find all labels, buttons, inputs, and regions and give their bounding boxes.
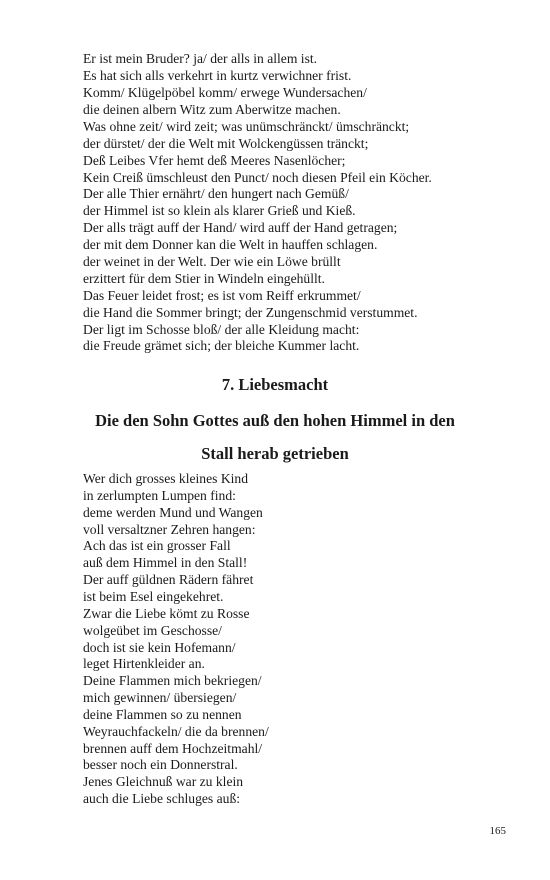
verse-line: der mit dem Donner kan die Welt in hauffen schlagen. xyxy=(83,237,378,252)
section-subtitle-line-1: Die den Sohn Gottes auß den hohen Himmel in den xyxy=(95,411,455,430)
verse-line: Komm/ Klügelpöbel komm/ erwege Wundersachen/ xyxy=(83,85,367,100)
verse-line: auch die Liebe schluges auß: xyxy=(83,791,241,806)
verse-line: der Himmel ist so klein als klarer Grieß und Kieß. xyxy=(83,203,356,218)
verse-line: deme werden Mund und Wangen xyxy=(83,505,263,520)
verse-line: Ach das ist ein grosser Fall xyxy=(83,538,231,553)
verse-line: Es hat sich alls verkehrt in kurtz verwichner frist. xyxy=(83,68,352,83)
page-number: 165 xyxy=(489,825,506,837)
verse-line: ist beim Esel eingekehret. xyxy=(83,589,224,604)
verse-line: auß dem Himmel in den Stall! xyxy=(83,555,248,570)
verse-line: erzittert für dem Stier in Windeln eingehüllt. xyxy=(83,271,325,286)
section-subtitle-line-2: Stall herab getrieben xyxy=(201,444,349,463)
verse-line: deine Flammen so zu nennen xyxy=(83,707,242,722)
verse-line: Der auff güldnen Rädern fähret xyxy=(83,572,254,587)
verse-line: brennen auff dem Hochzeitmahl/ xyxy=(83,741,263,756)
verse-line: der weinet in der Welt. Der wie ein Löwe brüllt xyxy=(83,254,341,269)
verse-line: leget Hirtenkleider an. xyxy=(83,656,205,671)
verse-line: Der alle Thier ernährt/ den hungert nach Gemüß/ xyxy=(83,186,349,201)
verse-line: doch ist sie kein Hofemann/ xyxy=(83,640,236,655)
verse-line: die deinen albern Witz zum Aberwitze machen. xyxy=(83,102,341,117)
verse-line: Was ohne zeit/ wird zeit; was unümschränckt/ ümschränckt; xyxy=(83,119,410,134)
verse-line: voll versaltzner Zehren hangen: xyxy=(83,522,256,537)
verse-line: Der alls trägt auff der Hand/ wird auff der Hand getragen; xyxy=(83,220,398,235)
verse-line: Zwar die Liebe kömt zu Rosse xyxy=(83,606,250,621)
verse-line: Der ligt im Schosse bloß/ der alle Kleidung macht: xyxy=(83,322,360,337)
verse-line: wolgeübet im Geschosse/ xyxy=(83,623,222,638)
verse-line: Er ist mein Bruder? ja/ der alls in allem ist. xyxy=(83,51,318,66)
section-title: 7. Liebesmacht xyxy=(221,375,329,394)
verse-line: Jenes Gleichnuß war zu klein xyxy=(83,774,244,789)
verse-line: mich gewinnen/ übersiegen/ xyxy=(83,690,237,705)
verse-line: in zerlumpten Lumpen find: xyxy=(83,488,236,503)
verse-line: Wer dich grosses kleines Kind xyxy=(83,471,249,486)
verse-line: Deine Flammen mich bekriegen/ xyxy=(83,673,262,688)
verse-line: die Hand die Sommer bringt; der Zungenschmid verstummet. xyxy=(83,305,418,320)
verse-line: besser noch ein Donnerstral. xyxy=(83,757,238,772)
verse-line: Weyrauchfackeln/ die da brennen/ xyxy=(83,724,269,739)
verse-line: die Freude grämet sich; der bleiche Kummer lacht. xyxy=(83,338,360,353)
verse-line: Deß Leibes Vfer hemt deß Meeres Nasenlöcher; xyxy=(83,153,346,168)
verse-line: Das Feuer leidet frost; es ist vom Reiff erkrummet/ xyxy=(83,288,361,303)
verse-line: der dürstet/ der die Welt mit Wolckengüssen tränckt; xyxy=(83,136,369,151)
verse-line: Kein Creiß ümschleust den Punct/ noch diesen Pfeil ein Köcher. xyxy=(83,170,432,185)
